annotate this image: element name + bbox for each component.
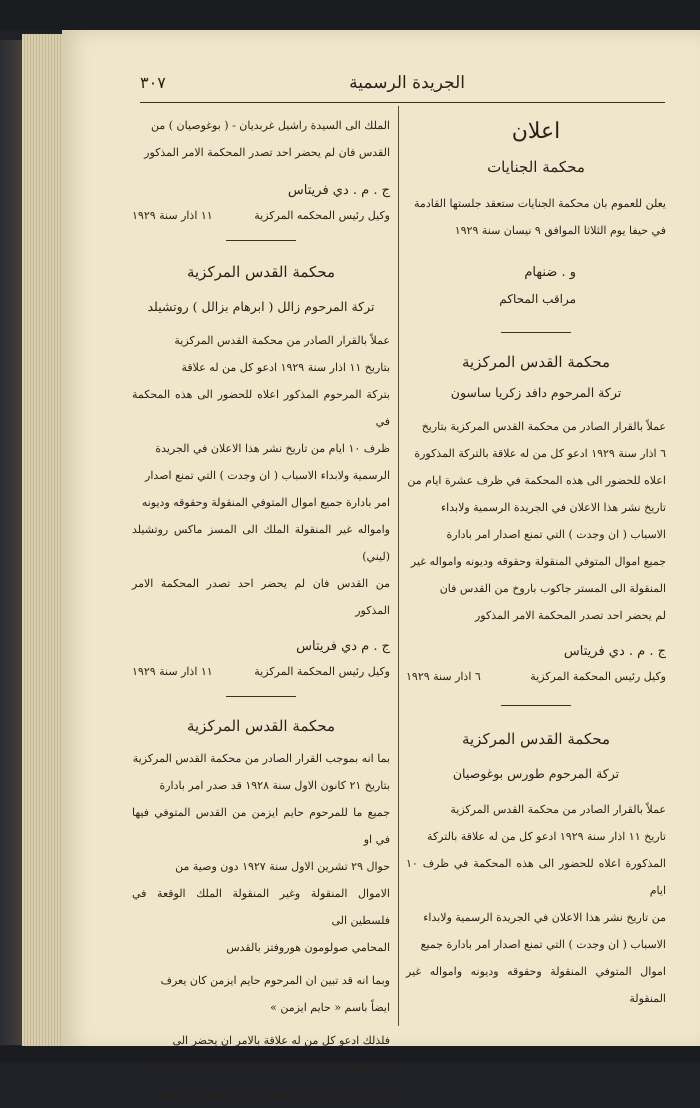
notice5-paragraph2 [132,967,390,1021]
notice5-line: بتاريخ ٢١ كانون الاول سنة ١٩٢٨ قد صدر امر بادارة [159,779,390,792]
c1-signature-row [132,204,390,228]
notice1-line: في حيفا يوم الثلاثا الموافق ٩ نيسان سنة ١٩٢٩ [454,224,666,237]
notice4-estate: تركة المرحوم زالل ( ابرهام بزالل ) روتشيلد [147,299,375,314]
column-divider [398,106,399,1026]
signatory-name: و . ضنهام [524,265,576,280]
notice4-body [132,327,390,624]
notice4-line: الرسمية ولابداء الاسباب ( ان وجدت ) التي تمنع اصدار [145,469,390,482]
notice4-signature-row [132,660,390,684]
notice4-court: محكمة القدس المركزية [186,263,336,281]
notice4-line: عملاً بالقرار الصادر من محكمة القدس المركزية [174,334,390,347]
notice-separator [501,332,571,333]
notice2-signatory-title: وكيل رئيس المحكمة المركزية [530,670,666,683]
notice5-line: الاموال المنقولة وغير المنقولة الملك الوقعة في فلسطين الى [132,887,390,927]
continued-notice-body [132,112,390,166]
notice2-line: جميع اموال المتوفي المنقولة وحقوقه وديونه وامواله غير [410,555,666,568]
notice2-line: لم يحضر احد تصدر المحكمة الامر المذكور [474,609,666,622]
notice3-court: محكمة القدس المركزية [461,730,611,748]
notice2-line: اعلاه للحضور الى هذه المحكمة في ظرف عشرة ايام من [407,474,666,487]
c1-signatory-title: وكيل رئيس المحكمه المركزية [254,209,390,222]
notice1-court: محكمة الجنايات [487,158,585,176]
notice5-line: فلذلك ادعو كل من له علاقة بالامر ان يحضر الى [172,1034,390,1047]
notice2-estate: تركة المرحوم دافد زكريا ساسون [450,385,622,400]
notice2-court: محكمة القدس المركزية [461,353,611,371]
notice3-line: الاسباب ( ان وجدت ) التي تمنع اصدار امر بادارة جميع [420,938,666,951]
notice4-line: امر بادارة جميع اموال المتوفي المنقولة وحقوقه وديونه [141,496,390,509]
notice5-line: المحامي صولومون هوروفتز بالقدس [226,941,390,954]
notice3-line: تاريخ ١١ اذار سنة ١٩٢٩ ادعو كل من له علاقة بالتركة [427,830,666,843]
notice5-line: الاعلان في الجريدة الرسمية ويبين السبب ( ان وجد ) [150,1088,390,1101]
notice2-date: ٦ اذار سنة ١٩٢٩ [406,670,481,683]
notice4-line: ظرف ١٠ ايام من تاريخ نشر هذا الاعلان في الجريدة [155,442,390,455]
notice2-body [406,413,666,629]
notice4-signatory-title: وكيل رئيس المحكمة المركزية [254,665,390,678]
notice4-line: وامواله غير المنقولة الملك الى المسز ماكس روتشيلد (ليني) [132,523,390,563]
page-header [140,73,665,99]
notice2-line: عملاً بالقرار الصادر من محكمة القدس المركزية بتاريخ [421,420,666,433]
notice2-line: ٦ اذار سنة ١٩٢٩ ادعو كل من له علاقة بالتركة المذكورة [414,447,666,460]
notice2-signatory-name: ج . م . دي فريتاس [563,644,666,659]
left-column [132,112,390,1108]
continued-line: الملك الى السيدة راشيل غربديان - ( بوغوصيان ) من [150,119,390,132]
notice4-line: بتركة المرحوم المذكور اعلاه للحضور الى هذه المحكمة في [132,388,390,428]
notice3-line: عملاً بالقرار الصادر من محكمة القدس المركزية [450,803,666,816]
c1-signatory-name: ج . م . دي فريتاس [287,183,390,198]
notice1-body [406,190,666,244]
notice5-line: حوال ٢٩ تشرين الاول سنة ١٩٢٧ دون وصية من [175,860,390,873]
notice1-signature [406,260,666,312]
continued-line: القدس فان لم يحضر احد تصدر المحكمة الامر المذكور [144,146,390,159]
scan-top-border [0,0,700,30]
gazette-title: الجريدة الرسمية [349,73,465,93]
notice5-line: وبما انه قد تبين ان المرحوم حايم ايزمن كان يعرف [160,974,390,987]
page-number: ٣٠٧ [140,73,166,92]
notice2-signature-row [406,665,666,689]
notice5-line: جميع ما للمرحوم حايم ايزمن من القدس المتوفي فيها في او [132,806,390,846]
notice-separator [226,696,296,697]
notice4-signatory-name: ج . م دي فريتاس [296,639,390,654]
notice3-line: من تاريخ نشر هذا الاعلان في الجريدة الرسمية ولابداء [423,911,666,924]
notice-separator [501,705,571,706]
right-column [406,112,666,1012]
notice5-body [132,745,390,961]
notice-separator [226,240,296,241]
notice3-line: اموال المتوفي المنقولة وحقوقه وديونه وامواله غير المنقولة [406,965,666,1005]
notice5-line: المحكمة المذكورة خلال عشرة ايام من تاريخ نشر هذا [147,1061,390,1074]
notice3-line: المذكورة اعلاه للحضور الى هذه المحكمة في ظرف ١٠ ايام [406,857,666,897]
header-rule [140,102,665,103]
announcement-heading: اعلان [511,119,561,144]
notice4-line: بتاريخ ١١ اذار سنة ١٩٢٩ ادعو كل من له علاقة [181,361,390,374]
notice4-line: من القدس فان لم يحضر احد تصدر المحكمة الامر المذكور [132,577,390,617]
notice3-body [406,796,666,1012]
notice2-line: الاسباب ( ان وجدت ) التي تمنع اصدار امر بادارة [446,528,666,541]
notice4-date: ١١ اذار سنة ١٩٢٩ [132,665,213,678]
notice3-estate: تركة المرحوم طورس بوغوصيان [452,766,620,781]
notice1-line: يعلن للعموم بان محكمة الجنايات ستعقد جلستها القادمة [414,197,666,210]
notice5-court: محكمة القدس المركزية [186,717,336,735]
notice2-line: المنقولة الى المستر جاكوب باروخ من القدس فان [439,582,666,595]
notice5-paragraph3 [132,1027,390,1108]
notice2-line: تاريخ نشر هذا الاعلان في الجريدة الرسمية ولابداء [441,501,666,514]
notice5-line: بما انه بموجب القرار الصادر من محكمة القدس المركزية [132,752,390,765]
c1-date: ١١ اذار سنة ١٩٢٩ [132,209,213,222]
notice5-line: ايضاً باسم « حايم ايزمن » [270,1001,390,1014]
signatory-title: مراقب المحاكم [499,292,576,306]
